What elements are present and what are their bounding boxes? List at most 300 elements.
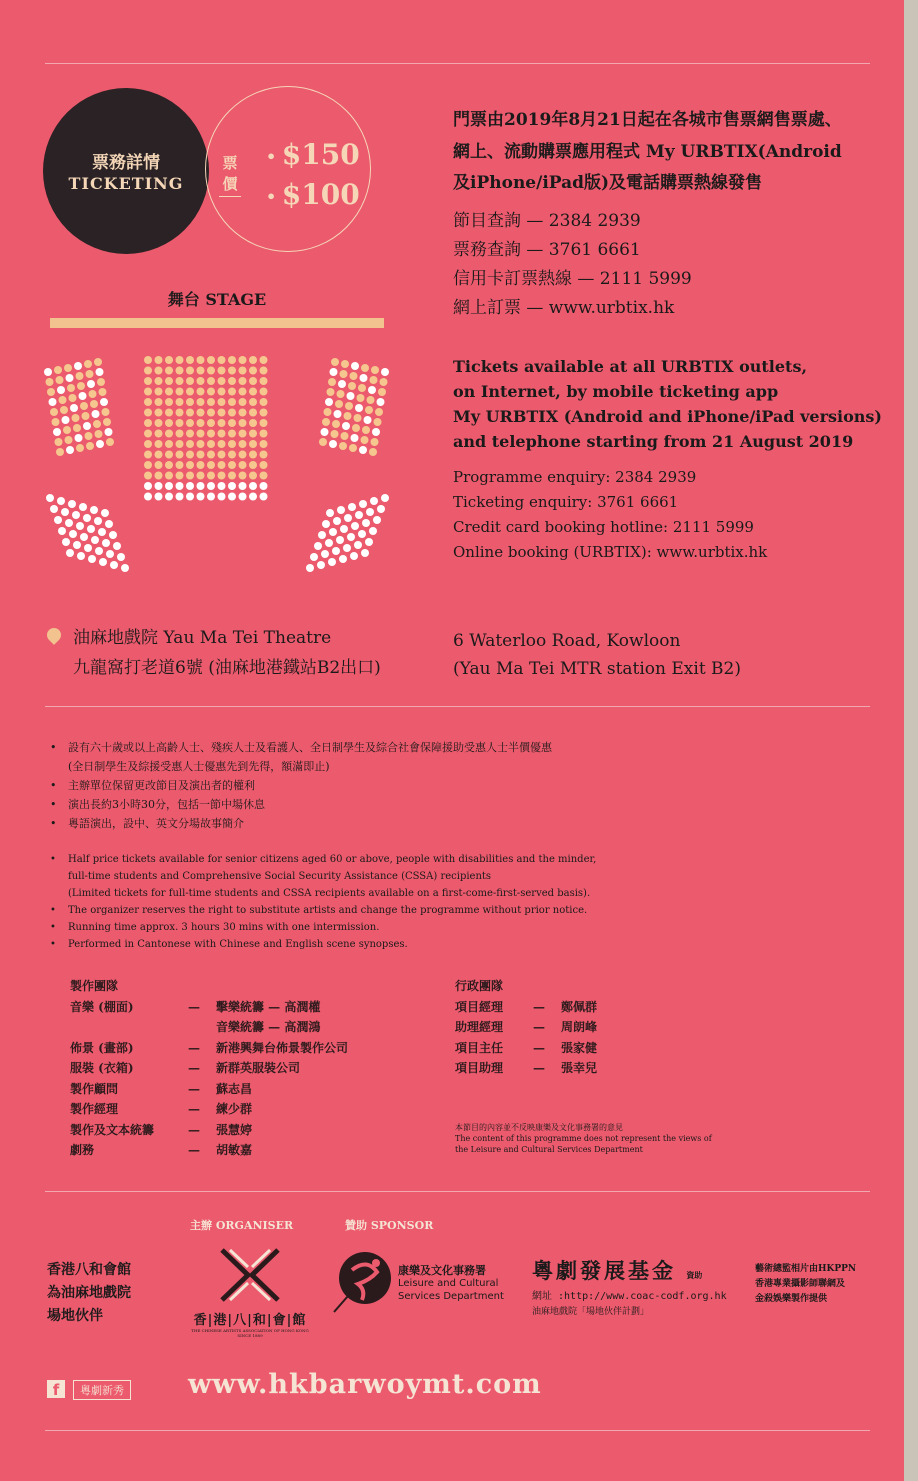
- seat: [67, 384, 75, 392]
- seat: [239, 398, 247, 406]
- seat: [144, 440, 152, 448]
- admin-member: 周朗峰: [561, 1020, 598, 1034]
- seat: [340, 525, 348, 533]
- note-en-1c: (Limited tickets for full-time students and CSSA recipients available on a first-come-first-served basis).: [68, 888, 591, 899]
- seat: [218, 440, 226, 448]
- seat: [83, 514, 91, 522]
- partner-line2: 為油麻地戲院: [47, 1285, 131, 1301]
- seat: [367, 396, 375, 404]
- seat: [228, 482, 236, 490]
- seat: [46, 378, 54, 386]
- seat: [249, 398, 257, 406]
- note-zh-3: 演出長約3小時30分，包括一節中場休息: [68, 798, 265, 811]
- seat: [260, 377, 268, 385]
- seat: [228, 430, 236, 438]
- seat: [321, 550, 329, 558]
- seat: [113, 542, 121, 550]
- production-dash: —: [188, 1040, 200, 1055]
- seat: [228, 472, 236, 480]
- seat: [371, 438, 379, 446]
- seat: [52, 418, 60, 426]
- production-row: [70, 1017, 430, 1038]
- seat: [186, 451, 194, 459]
- en-info-line4: and telephone starting from 21 August 2019: [453, 432, 854, 451]
- production-role: 製作顧問: [70, 1081, 119, 1096]
- production-dash: —: [188, 1102, 200, 1116]
- production-row: [70, 1058, 430, 1079]
- seat: [70, 404, 78, 412]
- seat: [94, 517, 102, 525]
- seat: [176, 409, 184, 417]
- seat: [99, 558, 107, 566]
- seat: [249, 388, 257, 396]
- ticketing-zh: 票務詳情: [92, 153, 160, 173]
- seat: [239, 419, 247, 427]
- seat: [359, 446, 367, 454]
- seat: [165, 451, 173, 459]
- photo-credit-1: 藝術總監相片由HKPPN: [755, 1264, 857, 1274]
- coac-scheme: 油麻地戲院「場地伙伴計劃」: [532, 1307, 650, 1317]
- seat: [355, 404, 363, 412]
- seat: [368, 386, 376, 394]
- seat: [249, 440, 257, 448]
- seat: [334, 410, 342, 418]
- seat: [197, 440, 205, 448]
- venue-address-zh: 九龍窩打老道6號 (油麻地港鐵站B2出口): [73, 658, 381, 678]
- seat: [90, 506, 98, 514]
- production-member: 張慧婷: [216, 1122, 253, 1137]
- seat: [106, 550, 114, 558]
- lcsd-logo-icon: [332, 1250, 392, 1315]
- seat: [327, 388, 335, 396]
- lcsd-name-en2: Services Department: [398, 1291, 504, 1302]
- seat: [79, 503, 87, 511]
- seat: [218, 419, 226, 427]
- seat: [91, 536, 99, 544]
- seat: [207, 398, 215, 406]
- admin-dash: —: [533, 1061, 545, 1075]
- seat: [144, 461, 152, 469]
- seat: [105, 520, 113, 528]
- seat: [144, 482, 152, 490]
- admin-row: [455, 997, 715, 1018]
- seat: [88, 555, 96, 563]
- seat: [176, 419, 184, 427]
- seat: [337, 506, 345, 514]
- seat: [358, 384, 366, 392]
- seat: [228, 398, 236, 406]
- seat: [68, 500, 76, 508]
- seat: [239, 409, 247, 417]
- seat: [197, 482, 205, 490]
- seat: [105, 428, 113, 436]
- seat: [165, 493, 173, 501]
- seat: [324, 408, 332, 416]
- venue-address-en2: (Yau Ma Tei MTR station Exit B2): [453, 659, 741, 679]
- seat: [64, 364, 72, 372]
- location-pin-icon: [44, 625, 64, 645]
- seat: [361, 436, 369, 444]
- seat: [74, 362, 82, 370]
- admin-row: [455, 1017, 715, 1038]
- seat: [207, 388, 215, 396]
- seat: [93, 420, 101, 428]
- seat: [95, 547, 103, 555]
- seat: [260, 461, 268, 469]
- seat: [372, 428, 380, 436]
- seat: [260, 388, 268, 396]
- ticketing-en: TICKETING: [68, 174, 184, 193]
- seat: [56, 448, 64, 456]
- seat: [58, 527, 66, 535]
- seat: [176, 451, 184, 459]
- seat: [218, 388, 226, 396]
- production-row: [70, 997, 430, 1018]
- production-team: [70, 976, 430, 1161]
- seat: [165, 482, 173, 490]
- disclaimer-zh: 本節目的內容並不反映康樂及文化事務署的意見: [455, 1123, 623, 1132]
- seat: [197, 419, 205, 427]
- seat: [165, 388, 173, 396]
- production-member: 新群英服裝公司: [216, 1061, 301, 1075]
- seat: [85, 432, 93, 440]
- seat: [260, 398, 268, 406]
- stage-label: 舞台 STAGE: [167, 290, 267, 309]
- seat: [186, 398, 194, 406]
- seat: [239, 472, 247, 480]
- seat: [218, 493, 226, 501]
- production-role: [70, 1017, 188, 1038]
- coac-title: 粵劇發展基金 資助: [532, 1258, 703, 1283]
- note-en-1: Half price tickets available for senior citizens aged 60 or above, people with disabilities and the minder,: [68, 854, 597, 865]
- photo-credit-3: 金殺娛樂製作提供: [755, 1294, 828, 1304]
- seat: [207, 377, 215, 385]
- seat: [218, 430, 226, 438]
- note-en-2: The organizer reserves the right to substitute artists and change the programme without prior notice.: [68, 905, 588, 916]
- seat: [144, 398, 152, 406]
- seat: [350, 372, 358, 380]
- organiser-label: 主辦 ORGANISER: [190, 1219, 294, 1232]
- seat: [377, 505, 385, 513]
- seat: [328, 558, 336, 566]
- disclaimer-en1: The content of this programme does not represent the views of: [455, 1134, 712, 1143]
- seat: [92, 410, 100, 418]
- production-dash: —: [188, 1143, 200, 1157]
- admin-title: 行政團隊: [455, 979, 504, 993]
- seat: [57, 386, 65, 394]
- facebook-page-tag[interactable]: 粵劇新秀: [73, 1380, 131, 1400]
- seat: [165, 472, 173, 480]
- seat: [228, 377, 236, 385]
- seat: [155, 472, 163, 480]
- note-en-4: Performed in Cantonese with Chinese and English scene synopses.: [68, 939, 408, 950]
- seat: [155, 367, 163, 375]
- seat: [249, 430, 257, 438]
- seat: [155, 451, 163, 459]
- disclaimer: [455, 1122, 712, 1155]
- website-url[interactable]: www.hkbarwoymt.com: [188, 1369, 542, 1400]
- seat: [354, 414, 362, 422]
- seat: [249, 356, 257, 364]
- note-en-3: Running time approx. 3 hours 30 mins with one intermission.: [68, 922, 380, 933]
- seat: [84, 544, 92, 552]
- seat: [61, 508, 69, 516]
- seat: [371, 366, 379, 374]
- seat: [344, 514, 352, 522]
- seat: [357, 394, 365, 402]
- seat: [176, 367, 184, 375]
- seat: [239, 430, 247, 438]
- seat: [228, 461, 236, 469]
- seat: [76, 372, 84, 380]
- seat: [155, 419, 163, 427]
- seat: [207, 461, 215, 469]
- seat: [336, 536, 344, 544]
- seat: [329, 528, 337, 536]
- production-member: 擊樂統籌 — 高潤權: [216, 999, 321, 1014]
- seat: [341, 432, 349, 440]
- seat: [165, 419, 173, 427]
- seat: [218, 377, 226, 385]
- seat: [89, 390, 97, 398]
- seat: [49, 398, 57, 406]
- production-row: [70, 1099, 430, 1120]
- production-row: [70, 1120, 430, 1141]
- seat: [197, 472, 205, 480]
- price-150: • $150: [266, 138, 360, 171]
- seat: [101, 509, 109, 517]
- note-zh-1b: (全日制學生及綜援受惠人士優惠先到先得，額滿即止): [68, 760, 330, 773]
- seat: [102, 539, 110, 547]
- lcsd-name-en1: Leisure and Cultural: [398, 1278, 499, 1289]
- seat: [207, 482, 215, 490]
- seat: [65, 519, 73, 527]
- seat: [155, 356, 163, 364]
- seat: [328, 378, 336, 386]
- partner-line1: 香港八和會館: [47, 1262, 131, 1278]
- footer-rule: [45, 1191, 870, 1192]
- production-dash: —: [188, 1061, 200, 1075]
- seat: [348, 503, 356, 511]
- seat: [228, 388, 236, 396]
- seat: [326, 509, 334, 517]
- seat: [176, 461, 184, 469]
- seat: [333, 517, 341, 525]
- seat: [381, 494, 389, 502]
- seat: [144, 377, 152, 385]
- seat: [218, 451, 226, 459]
- seat: [54, 366, 62, 374]
- seat: [176, 493, 184, 501]
- notes-zh: • 設有六十歲或以上高齡人士、殘疾人士及看護人、全日制學生及綜合社會保障援助受惠人士半價優惠 (全日制學生及綜援受惠人士優惠先到先得，額滿即止) • 主辦單位保留更改節目及演出者的權利 • 演出長約3小時30分，包括一節中場休息 • 粵語演出，設中、英文分場故事簡介: [50, 741, 552, 830]
- seat: [197, 493, 205, 501]
- seat: [176, 430, 184, 438]
- price-label: 票價: [219, 152, 241, 197]
- seat: [331, 430, 339, 438]
- seat: [342, 422, 350, 430]
- seat: [239, 440, 247, 448]
- seat: [186, 472, 194, 480]
- seat: [69, 530, 77, 538]
- zh-enquiry-ticketing: 票務查詢 — 3761 6661: [453, 240, 641, 260]
- seat: [90, 400, 98, 408]
- seat: [186, 482, 194, 490]
- seat: [218, 461, 226, 469]
- seat: [165, 398, 173, 406]
- seat: [218, 409, 226, 417]
- seat: [55, 438, 63, 446]
- seat: [228, 493, 236, 501]
- seat: [239, 367, 247, 375]
- seat: [197, 388, 205, 396]
- seat: [207, 419, 215, 427]
- seat: [72, 511, 80, 519]
- seat: [144, 419, 152, 427]
- seat: [197, 451, 205, 459]
- seat: [155, 398, 163, 406]
- stage-bar: [50, 318, 384, 328]
- seat: [365, 406, 373, 414]
- seat: [364, 416, 372, 424]
- seat: [347, 392, 355, 400]
- facebook-icon[interactable]: f: [47, 1380, 65, 1398]
- seat: [155, 388, 163, 396]
- seat: [57, 497, 65, 505]
- seat: [186, 493, 194, 501]
- seat: [165, 461, 173, 469]
- seat: [340, 370, 348, 378]
- seat: [218, 367, 226, 375]
- admin-role: 助理經理: [455, 1020, 504, 1034]
- seat: [155, 461, 163, 469]
- production-member: 練少群: [216, 1102, 253, 1116]
- seat: [239, 377, 247, 385]
- seat: [155, 377, 163, 385]
- seat: [144, 367, 152, 375]
- seat: [197, 367, 205, 375]
- seat: [77, 382, 85, 390]
- seat: [260, 482, 268, 490]
- seat: [322, 520, 330, 528]
- seat: [44, 368, 52, 376]
- seat: [144, 409, 152, 417]
- seat: [370, 497, 378, 505]
- seat: [360, 374, 368, 382]
- seat: [82, 412, 90, 420]
- seat: [249, 367, 257, 375]
- seat: [260, 409, 268, 417]
- seat: [260, 430, 268, 438]
- seat: [63, 426, 71, 434]
- zh-enquiry-online: 網上訂票 — www.urbtix.hk: [453, 298, 675, 318]
- admin-team: [455, 976, 715, 1079]
- seat: [358, 530, 366, 538]
- seat: [186, 409, 194, 417]
- seat: [317, 561, 325, 569]
- seat: [103, 418, 111, 426]
- seat: [377, 398, 385, 406]
- seat: [239, 356, 247, 364]
- seat: [207, 451, 215, 459]
- seat: [355, 511, 363, 519]
- zh-enquiry-programme: 節目查詢 — 2384 2939: [453, 211, 641, 231]
- disclaimer-en2: the Leisure and Cultural Services Department: [455, 1145, 643, 1154]
- seat: [109, 531, 117, 539]
- seat: [207, 409, 215, 417]
- seat: [144, 430, 152, 438]
- seat: [102, 408, 110, 416]
- seat: [228, 356, 236, 364]
- seat: [239, 493, 247, 501]
- seat: [239, 388, 247, 396]
- bayo-since: SINCE 1889: [237, 1333, 263, 1338]
- seat: [96, 368, 104, 376]
- seat: [186, 419, 194, 427]
- admin-row: [455, 1038, 715, 1059]
- seat: [378, 388, 386, 396]
- seat: [186, 430, 194, 438]
- seat: [47, 388, 55, 396]
- seat: [260, 367, 268, 375]
- seat: [197, 356, 205, 364]
- seat: [260, 472, 268, 480]
- seat: [207, 493, 215, 501]
- seat: [366, 508, 374, 516]
- seat: [50, 408, 58, 416]
- seat: [239, 461, 247, 469]
- seat: [354, 541, 362, 549]
- seat: [87, 380, 95, 388]
- seat: [375, 408, 383, 416]
- seat: [96, 440, 104, 448]
- seat: [322, 418, 330, 426]
- seat: [249, 493, 257, 501]
- en-info-line2: on Internet, by mobile ticketing app: [453, 382, 779, 401]
- seat: [343, 544, 351, 552]
- seat: [260, 451, 268, 459]
- seat: [76, 522, 84, 530]
- seat: [351, 522, 359, 530]
- seat: [329, 440, 337, 448]
- seat: [228, 419, 236, 427]
- seat: [374, 418, 382, 426]
- en-info-line3: My URBTIX (Android and iPhone/iPad versions): [453, 407, 882, 426]
- seat: [56, 376, 64, 384]
- seat: [176, 377, 184, 385]
- photo-credit-2: 香港專業攝影師聯網及: [755, 1279, 846, 1289]
- seat: [62, 416, 70, 424]
- seat: [207, 367, 215, 375]
- seat: [186, 440, 194, 448]
- seat: [351, 362, 359, 370]
- en-enquiry-online: Online booking (URBTIX): www.urbtix.hk: [453, 543, 768, 561]
- admin-dash: —: [533, 1020, 545, 1034]
- seat: [100, 398, 108, 406]
- production-dash: —: [188, 999, 200, 1014]
- seat: [110, 561, 118, 569]
- admin-role: 項目主任: [455, 1040, 504, 1055]
- seat: [351, 434, 359, 442]
- seat: [155, 440, 163, 448]
- seat: [260, 440, 268, 448]
- seat: [86, 442, 94, 450]
- seat: [76, 444, 84, 452]
- coac-logo: [532, 1255, 747, 1325]
- seat: [79, 392, 87, 400]
- zh-info-line2: 網上、流動購票應用程式 My URBTIX(Android: [453, 142, 842, 162]
- seat: [218, 356, 226, 364]
- seat: [144, 388, 152, 396]
